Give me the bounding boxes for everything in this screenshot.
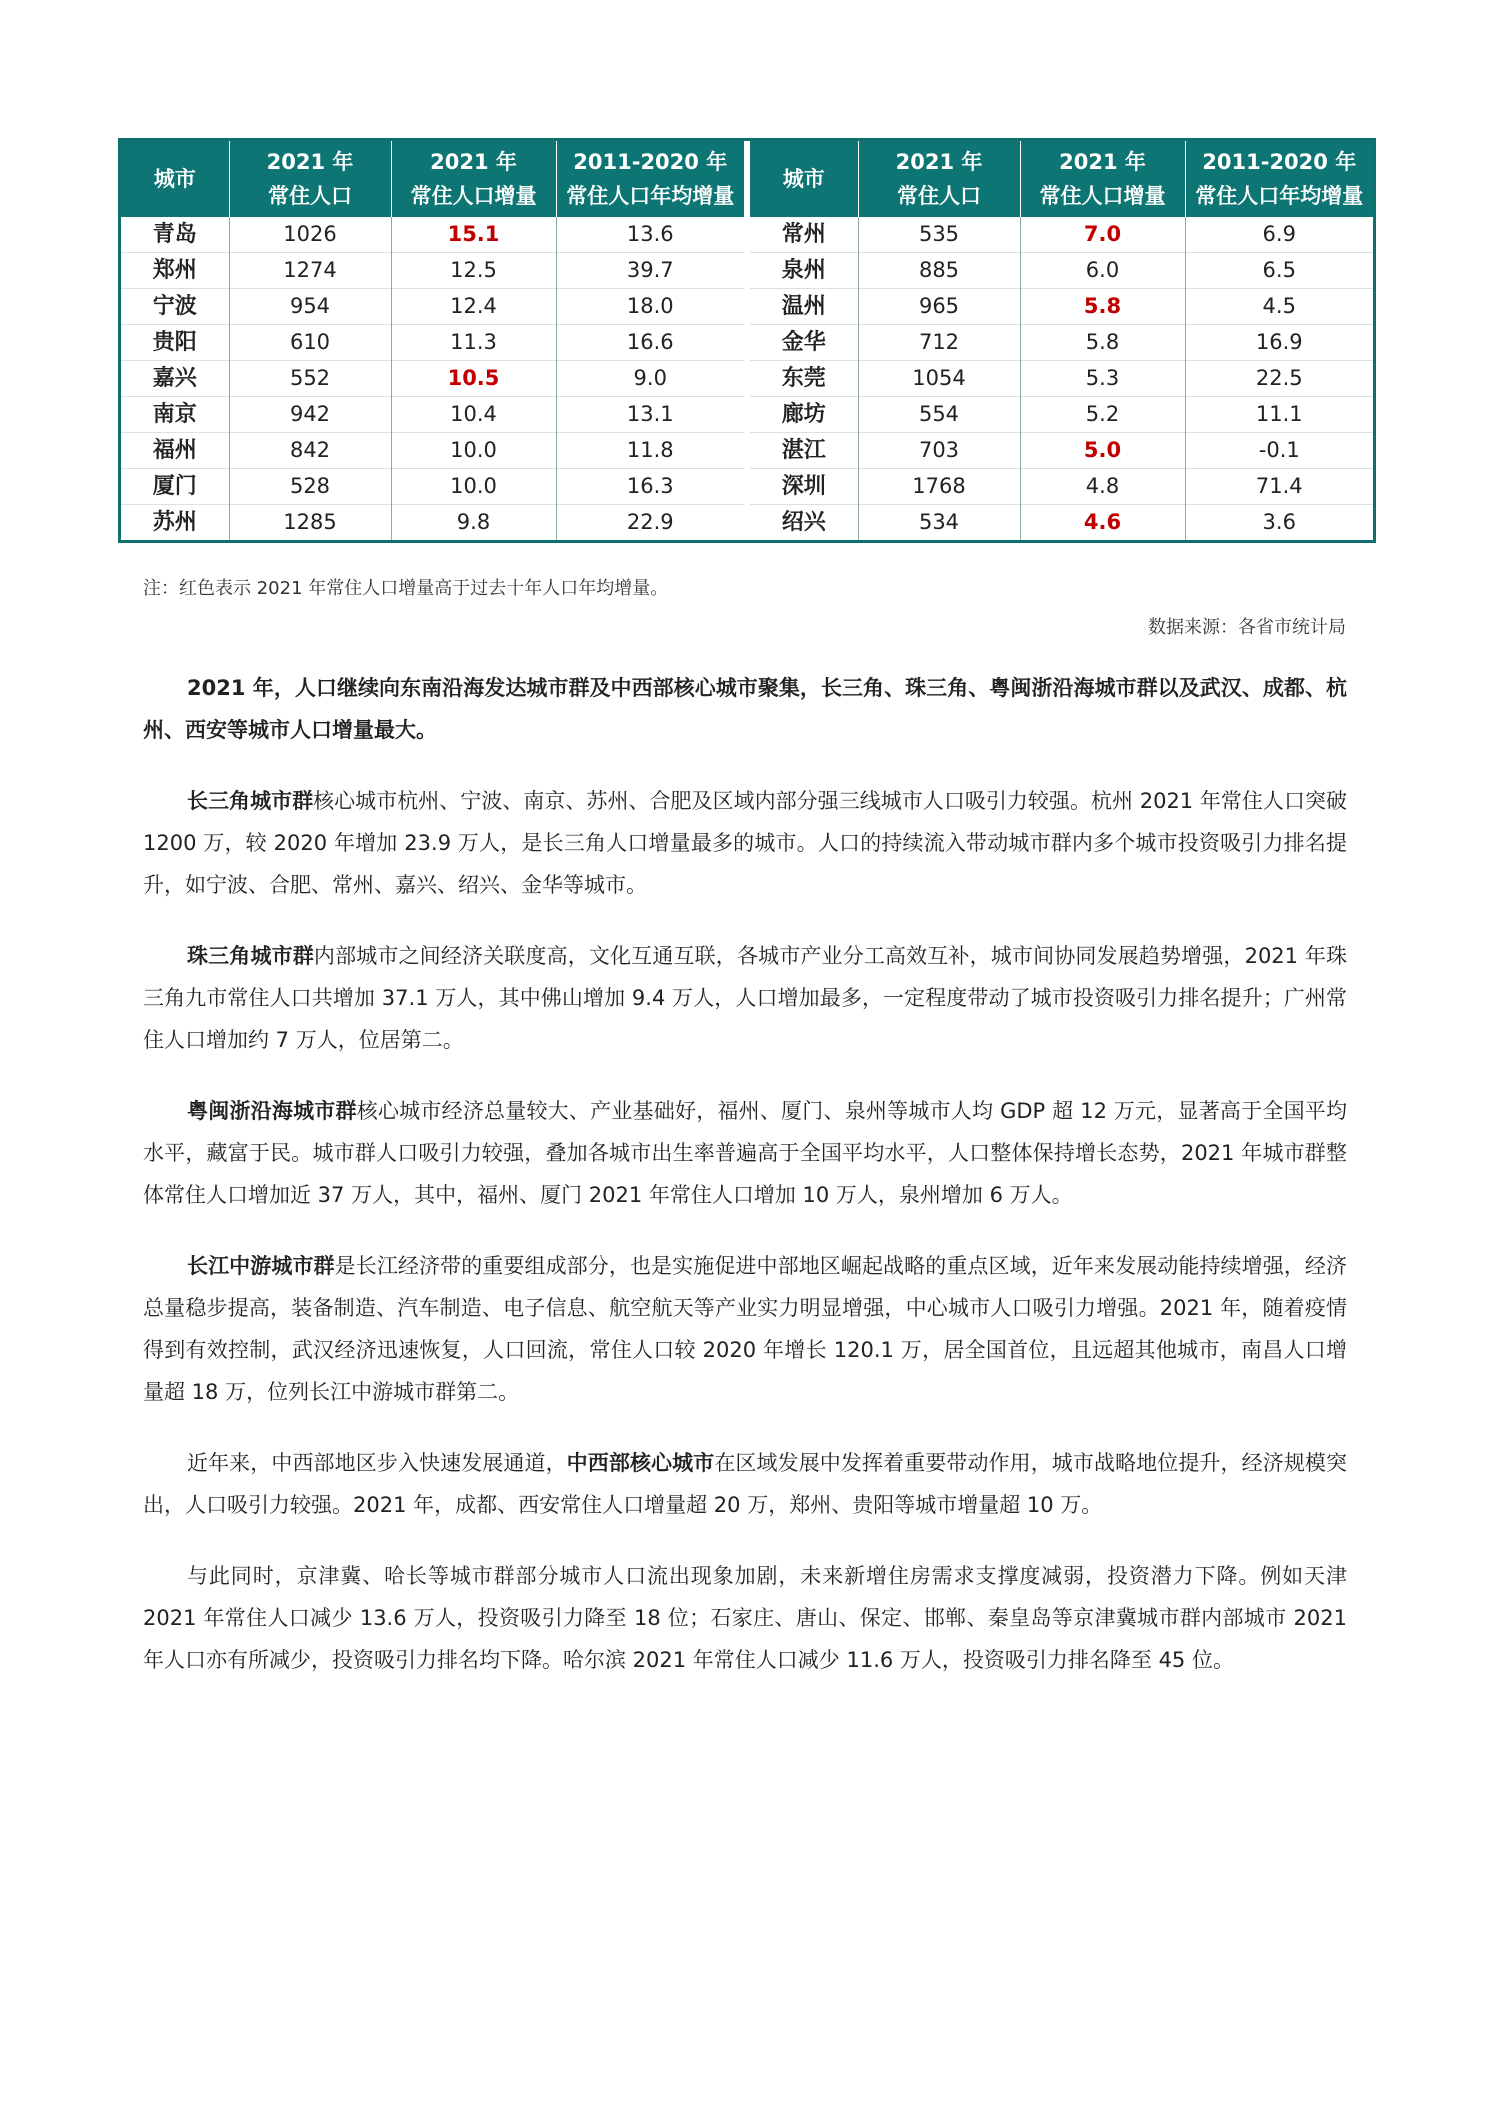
table-row — [750, 469, 1373, 505]
cell-city: 绍兴 — [750, 505, 858, 541]
cell-population: 842 — [229, 433, 391, 469]
cell-avg-increase: 13.6 — [556, 217, 744, 253]
cell-increase: 10.0 — [391, 469, 556, 505]
table-row — [750, 253, 1373, 289]
cell-population: 954 — [229, 289, 391, 325]
data-source: 数据来源：各省市统计局 — [1148, 617, 1346, 638]
cell-avg-increase: 16.9 — [1185, 325, 1373, 361]
table-header-row — [121, 141, 744, 217]
cell-city: 泉州 — [750, 253, 858, 289]
cell-population: 535 — [858, 217, 1020, 253]
cell-city: 深圳 — [750, 469, 858, 505]
article-body — [143, 667, 1347, 1710]
cell-city: 福州 — [121, 433, 229, 469]
cell-population: 1026 — [229, 217, 391, 253]
paragraph-keyword: 粤闽浙沿海城市群 — [187, 1099, 357, 1123]
cell-increase: 4.6 — [1020, 505, 1185, 541]
header-population: 2021 年 常住人口 — [229, 141, 391, 217]
cell-avg-increase: 16.6 — [556, 325, 744, 361]
paragraph — [143, 935, 1347, 1061]
table-row — [121, 397, 744, 433]
cell-population: 1274 — [229, 253, 391, 289]
cell-population: 534 — [858, 505, 1020, 541]
cell-avg-increase: 22.9 — [556, 505, 744, 541]
paragraph-text: 核心城市杭州、宁波、南京、苏州、合肥及区域内部分强三线城市人口吸引力较强。杭州 2021 年常住人口突破 1200 万，较 2020 年增加 23.9 万人，是长三角人口增量最多的城市。人口的持续流入带动城市群内多个城市投资吸引力排名提升，如宁波、合肥、常州、嘉兴、绍兴、金华等城市。 — [143, 789, 1347, 897]
cell-population: 885 — [858, 253, 1020, 289]
paragraph-text: 与此同时，京津冀、哈长等城市群部分城市人口流出现象加剧，未来新增住房需求支撑度减弱，投资潜力下降。例如天津 2021 年常住人口减少 13.6 万人，投资吸引力降至 18 位；石家庄、唐山、保定、邯郸、秦皇岛等京津冀城市群内部城市 2021 年人口亦有所减少，投资吸引力排名均下降。哈尔滨 2021 年常住人口减少 11.6 万人，投资吸引力排名降至 45 位。 — [143, 1564, 1347, 1672]
paragraph — [143, 667, 1347, 751]
cell-city: 南京 — [121, 397, 229, 433]
table-row — [750, 325, 1373, 361]
cell-population: 1285 — [229, 505, 391, 541]
cell-city: 苏州 — [121, 505, 229, 541]
paragraph — [143, 1555, 1347, 1681]
table-row — [750, 433, 1373, 469]
cell-population: 965 — [858, 289, 1020, 325]
cell-increase: 5.8 — [1020, 325, 1185, 361]
cell-increase: 5.2 — [1020, 397, 1185, 433]
cell-increase: 10.4 — [391, 397, 556, 433]
table-row — [121, 433, 744, 469]
cell-avg-increase: 6.9 — [1185, 217, 1373, 253]
cell-population: 1054 — [858, 361, 1020, 397]
cell-avg-increase: -0.1 — [1185, 433, 1373, 469]
paragraph-keyword: 长三角城市群 — [187, 789, 314, 813]
cell-increase: 12.4 — [391, 289, 556, 325]
paragraph — [143, 1442, 1347, 1526]
paragraph-keyword: 中西部核心城市 — [566, 1451, 715, 1475]
paragraph — [143, 780, 1347, 906]
table-row — [750, 505, 1373, 541]
cell-avg-increase: 16.3 — [556, 469, 744, 505]
cell-increase: 4.8 — [1020, 469, 1185, 505]
cell-population: 942 — [229, 397, 391, 433]
table-row — [750, 361, 1373, 397]
cell-avg-increase: 71.4 — [1185, 469, 1373, 505]
cell-increase: 5.8 — [1020, 289, 1185, 325]
paragraph — [143, 1245, 1347, 1413]
cell-population: 712 — [858, 325, 1020, 361]
cell-city: 贵阳 — [121, 325, 229, 361]
paragraph-text: 是长江经济带的重要组成部分，也是实施促进中部地区崛起战略的重点区域，近年来发展动能持续增强，经济总量稳步提高，装备制造、汽车制造、电子信息、航空航天等产业实力明显增强，中心城市人口吸引力增强。2021 年，随着疫情得到有效控制，武汉经济迅速恢复，人口回流，常住人口较 2020 年增长 120.1 万，居全国首位，且远超其他城市，南昌人口增量超 18 万，位列长江中游城市群第二。 — [143, 1254, 1348, 1404]
paragraph-text: 在区域发展中发挥着重要带动作用，城市战略地位提升，经济规模突出，人口吸引力较强。2021 年，成都、西安常住人口增量超 20 万，郑州、贵阳等城市增量超 10 万。 — [143, 1451, 1348, 1517]
header-city: 城市 — [121, 141, 229, 217]
cell-increase: 6.0 — [1020, 253, 1185, 289]
cell-increase: 10.5 — [391, 361, 556, 397]
table-left — [121, 141, 744, 540]
cell-city: 金华 — [750, 325, 858, 361]
cell-city: 嘉兴 — [121, 361, 229, 397]
cell-avg-increase: 11.8 — [556, 433, 744, 469]
cell-population: 703 — [858, 433, 1020, 469]
paragraph-text: 2021 年，人口继续向东南沿海发达城市群及中西部核心城市聚集，长三角、珠三角、粤闽浙沿海城市群以及武汉、成都、杭州、西安等城市人口增量最大。 — [143, 676, 1347, 742]
table-row — [121, 325, 744, 361]
cell-city: 郑州 — [121, 253, 229, 289]
header-increase: 2021 年 常住人口增量 — [1020, 141, 1185, 217]
cell-avg-increase: 4.5 — [1185, 289, 1373, 325]
table-row — [121, 361, 744, 397]
paragraph-text: 核心城市经济总量较大、产业基础好，福州、厦门、泉州等城市人均 GDP 超 12 万元，显著高于全国平均水平，藏富于民。城市群人口吸引力较强，叠加各城市出生率普遍高于全国平均水平，人口整体保持增长态势，2021 年城市群整体常住人口增加近 37 万人，其中，福州、厦门 2021 年常住人口增加 10 万人，泉州增加 6 万人。 — [143, 1099, 1347, 1207]
cell-increase: 11.3 — [391, 325, 556, 361]
cell-avg-increase: 39.7 — [556, 253, 744, 289]
header-avg-increase: 2011-2020 年 常住人口年均增量 — [556, 141, 744, 217]
cell-increase: 9.8 — [391, 505, 556, 541]
cell-city: 厦门 — [121, 469, 229, 505]
cell-city: 常州 — [781, 222, 826, 247]
table-right — [750, 141, 1373, 540]
table-row — [750, 397, 1373, 433]
cell-increase: 5.0 — [1020, 433, 1185, 469]
cell-increase: 5.3 — [1020, 361, 1185, 397]
cell-city: 宁波 — [121, 289, 229, 325]
cell-city: 温州 — [750, 289, 858, 325]
cell-population: 610 — [229, 325, 391, 361]
table-row — [750, 289, 1373, 325]
cell-city: 东莞 — [750, 361, 858, 397]
table-header-row — [750, 141, 1373, 217]
header-city: 城市 — [750, 141, 858, 217]
paragraph-text: 近年来，中西部地区步入快速发展通道， — [187, 1451, 567, 1475]
cell-increase: 10.0 — [391, 433, 556, 469]
header-increase: 2021 年 常住人口增量 — [391, 141, 556, 217]
table-note: 注：红色表示 2021 年常住人口增量高于过去十年人口年均增量。 — [143, 578, 669, 599]
cell-avg-increase: 11.1 — [1185, 397, 1373, 433]
paragraph — [143, 1090, 1347, 1216]
cell-avg-increase: 22.5 — [1185, 361, 1373, 397]
cell-population: 554 — [858, 397, 1020, 433]
cell-city: 湛江 — [750, 433, 858, 469]
cell-city: 青岛 — [152, 222, 197, 247]
paragraph-keyword: 长江中游城市群 — [187, 1254, 335, 1278]
header-avg-increase: 2011-2020 年 常住人口年均增量 — [1185, 141, 1373, 217]
cell-avg-increase: 13.1 — [556, 397, 744, 433]
table-row — [121, 253, 744, 289]
cell-avg-increase: 9.0 — [556, 361, 744, 397]
cell-avg-increase: 18.0 — [556, 289, 744, 325]
cell-avg-increase: 3.6 — [1185, 505, 1373, 541]
table-row — [121, 289, 744, 325]
cell-population: 528 — [229, 469, 391, 505]
cell-increase: 12.5 — [391, 253, 556, 289]
table-row — [121, 217, 744, 253]
paragraph-keyword: 珠三角城市群 — [187, 944, 314, 968]
table-row — [121, 469, 744, 505]
cell-increase: 15.1 — [391, 217, 556, 253]
population-table — [118, 138, 1376, 543]
paragraph-text: 内部城市之间经济关联度高，文化互通互联，各城市产业分工高效互补，城市间协同发展趋势增强，2021 年珠三角九市常住人口共增加 37.1 万人，其中佛山增加 9.4 万人，人口增加最多，一定程度带动了城市投资吸引力排名提升；广州常住人口增加约 7 万人，位居第二。 — [143, 944, 1348, 1052]
cell-avg-increase: 6.5 — [1185, 253, 1373, 289]
table-row — [750, 217, 1373, 253]
cell-city: 廊坊 — [750, 397, 858, 433]
table-row — [121, 505, 744, 541]
cell-population: 1768 — [858, 469, 1020, 505]
cell-population: 552 — [229, 361, 391, 397]
header-population: 2021 年 常住人口 — [858, 141, 1020, 217]
cell-increase: 7.0 — [1020, 217, 1185, 253]
